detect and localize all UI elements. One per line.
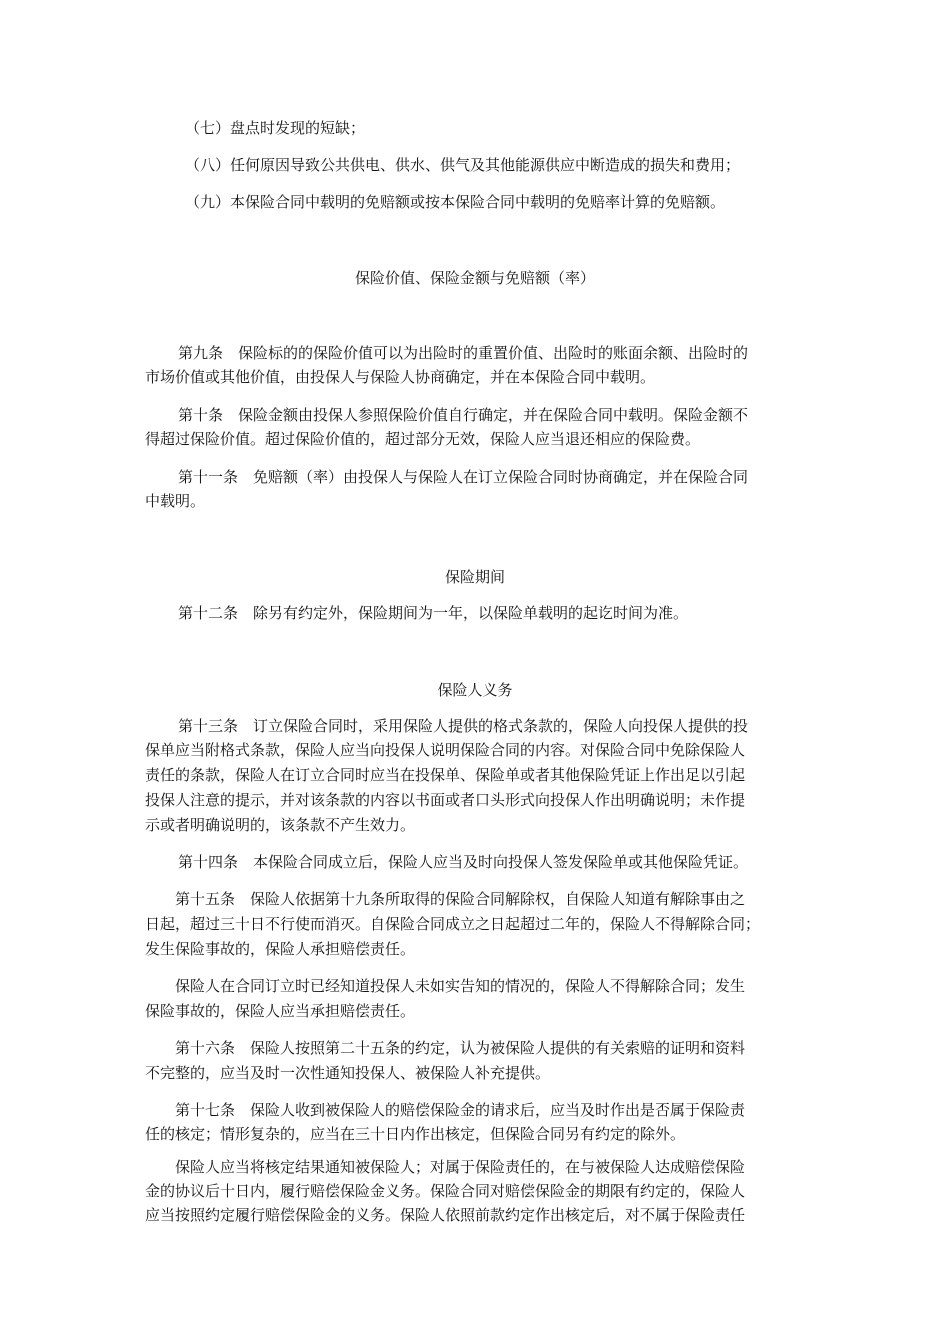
list-item: （八）任何原因导致公共供电、供水、供气及其他能源供应中断造成的损失和费用； xyxy=(185,156,741,174)
paragraph-line: 第十二条 除另有约定外，保险期间为一年，以保险单载明的起讫时间为准。 xyxy=(178,604,689,622)
paragraph-line: 第十六条 保险人按照第二十五条的约定，认为被保险人提供的有关索赔的证明和资料 xyxy=(175,1039,746,1057)
section-heading: 保险人义务 xyxy=(437,681,513,699)
paragraph-line: 市场价值或其他价值，由投保人与保险人协商确定，并在本保险合同中载明。 xyxy=(145,368,656,386)
paragraph-line: 第十七条 保险人收到被保险人的赔偿保险金的请求后，应当及时作出是否属于保险责 xyxy=(175,1101,746,1119)
paragraph-line: 责任的条款，保险人在订立合同时应当在投保单、保险单或者其他保险凭证上作出足以引起 xyxy=(145,766,746,784)
section-heading: 保险价值、保险金额与免赔额（率） xyxy=(354,269,595,287)
paragraph-line: 第九条 保险标的的保险价值可以为出险时的重置价值、出险时的账面余额、出险时的 xyxy=(178,344,749,362)
paragraph-line: 保单应当附格式条款，保险人应当向投保人说明保险合同的内容。对保险合同中免除保险人 xyxy=(145,741,746,759)
paragraph-line: 发生保险事故的，保险人承担赔偿责任。 xyxy=(145,940,416,958)
paragraph-line: 不完整的，应当及时一次性通知投保人、被保险人补充提供。 xyxy=(145,1064,551,1082)
paragraph-line: 保险事故的，保险人应当承担赔偿责任。 xyxy=(145,1002,416,1020)
paragraph-line: 得超过保险价值。超过保险价值的，超过部分无效，保险人应当退还相应的保险费。 xyxy=(145,430,701,448)
paragraph-line: 第十三条 订立保险合同时，采用保险人提供的格式条款的，保险人向投保人提供的投 xyxy=(178,717,749,735)
paragraph-line: 中载明。 xyxy=(145,492,206,510)
paragraph-line: 示或者明确说明的，该条款不产生效力。 xyxy=(145,816,416,834)
paragraph-line: 日起，超过三十日不行使而消灭。自保险合同成立之日起超过二年的，保险人不得解除合同； xyxy=(145,915,761,933)
paragraph-line: 任的核定；情形复杂的，应当在三十日内作出核定，但保险合同另有约定的除外。 xyxy=(145,1125,686,1143)
paragraph-line: 第十五条 保险人依据第十九条所取得的保险合同解除权，自保险人知道有解除事由之 xyxy=(175,890,746,908)
list-item: （七）盘点时发现的短缺； xyxy=(185,119,366,137)
section-heading: 保险期间 xyxy=(444,568,505,586)
paragraph-line: 第十一条 免赔额（率）由投保人与保险人在订立保险合同时协商确定，并在保险合同 xyxy=(178,468,749,486)
paragraph-line: 应当按照约定履行赔偿保险金的义务。保险人依照前款约定作出核定后，对不属于保险责任 xyxy=(145,1206,746,1224)
paragraph-line: 投保人注意的提示，并对该条款的内容以书面或者口头形式向投保人作出明确说明；未作提 xyxy=(145,791,746,809)
paragraph-line: 保险人应当将核定结果通知被保险人；对属于保险责任的，在与被保险人达成赔偿保险 xyxy=(175,1158,746,1176)
paragraph-line: 保险人在合同订立时已经知道投保人未如实告知的情况的，保险人不得解除合同；发生 xyxy=(175,977,746,995)
paragraph-line: 金的协议后十日内，履行赔偿保险金义务。保险合同对赔偿保险金的期限有约定的，保险人 xyxy=(145,1182,746,1200)
paragraph-line: 第十条 保险金额由投保人参照保险价值自行确定，并在保险合同中载明。保险金额不 xyxy=(178,406,749,424)
list-item: （九）本保险合同中载明的免赔额或按本保险合同中载明的免赔率计算的免赔额。 xyxy=(185,193,726,211)
paragraph-line: 第十四条 本保险合同成立后，保险人应当及时向投保人签发保险单或其他保险凭证。 xyxy=(178,853,749,871)
